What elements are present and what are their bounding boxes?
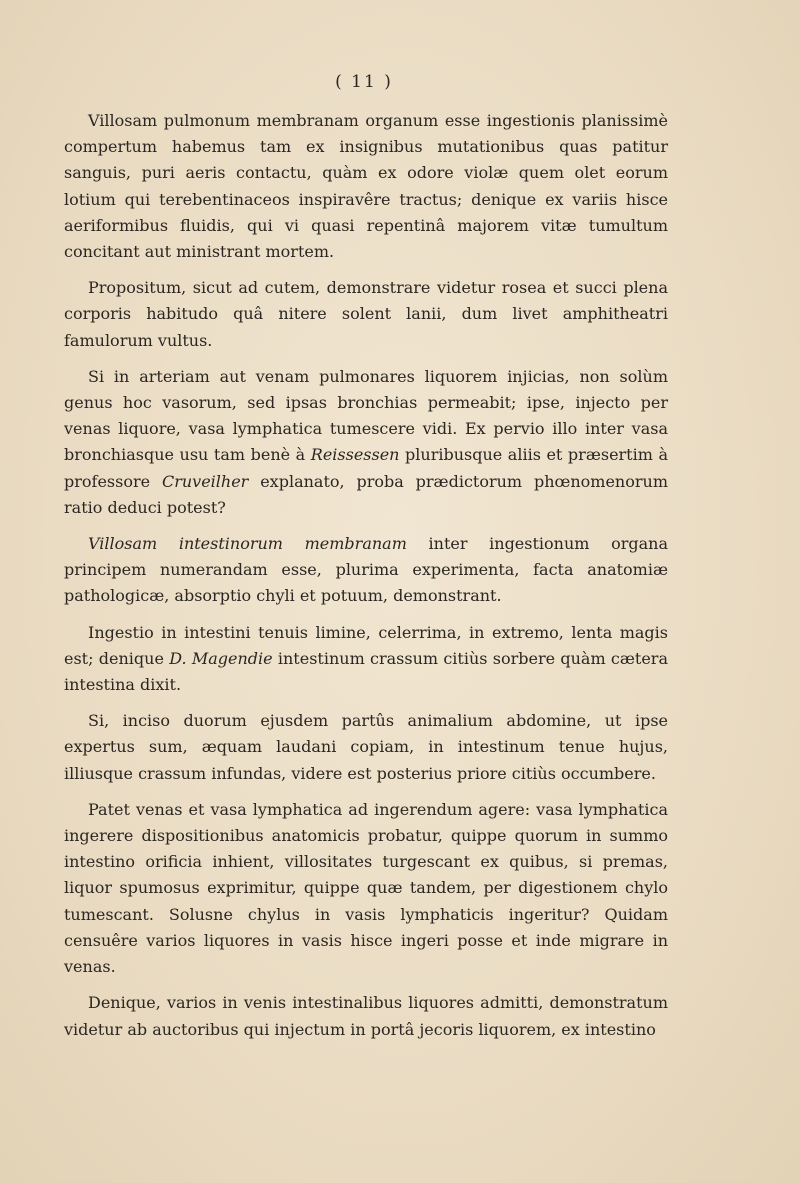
paragraph-villosam-intestinorum bbox=[64, 531, 668, 610]
paragraph-propositum bbox=[64, 275, 668, 354]
text-segment: Patet venas et vasa lymphatica ad ingerendum agere: vasa lymphatica ingerere dispositionibus anatomicis probatur, quippe quorum in summo intestino orificia inhient, villositates turgescant ex quibus, si premas, liquor spumosus exprimitur, quippe quæ tandem, per digestionem chylo tumescant. Solusne chylus in vasis lymphaticis ingeritur? Quidam censuêre varios liquores in vasis hisce ingeri posse et inde migrare in venas. bbox=[64, 799, 668, 977]
text-segment: Denique, varios in venis intestinalibus liquores admitti, demonstratum videtur ab auctoribus qui injectum in portâ jecoris liquorem, ex intestino bbox=[64, 993, 668, 1039]
italic-phrase: Villosam intestinorum membranam bbox=[88, 534, 407, 554]
text-segment: Si in arteriam aut venam pulmonares liquorem injicias, non solùm genus hoc vasorum, sed ipsas bronchias permeabit; ipse, injecto per venas liquore, vasa lymphatica tumescere vidi. Ex pervio illo inter vasa bronchiasque usu tam benè à bbox=[64, 366, 668, 465]
page-number: ( 11 ) bbox=[335, 72, 393, 92]
paragraph-denique bbox=[64, 990, 668, 1042]
text-segment: explanato, proba prædictorum phœnomenorum ratio deduci potest? bbox=[64, 471, 668, 517]
text-segment: Propositum, sicut ad cutem, demonstrare videtur rosea et succi plena corporis habitudo quâ nitere solent lanii, dum livet amphitheatri famulorum vultus. bbox=[64, 278, 668, 350]
italic-name-magendie: D. Magendie bbox=[169, 648, 273, 668]
paragraph-inciso bbox=[64, 708, 668, 787]
body-text bbox=[64, 108, 668, 1053]
text-segment: Villosam pulmonum membranam organum esse ingestionis planissimè compertum habemus tam ex insignibus mutationibus quas patitur sanguis, puri aeris contactu, quàm ex odore violæ quem olet eorum lotium qui terebentinaceos inspiravêre tractus; denique ex variis hisce aeriformibus fluidis, qui vi quasi repentinâ majorem vitæ tumultum concitant aut ministrant mortem. bbox=[64, 111, 668, 262]
paragraph-patet-venas bbox=[64, 797, 668, 980]
paragraph-ingestio bbox=[64, 620, 668, 699]
text-segment: inter ingestionum organa principem numerandam esse, plurima experimenta, facta anatomiæ pathologicæ, absorptio chyli et potuum, demonstrant. bbox=[64, 534, 668, 606]
text-segment: Si, inciso duorum ejusdem partûs animalium abdomine, ut ipse expertus sum, æquam laudani copiam, in intestinum tenue hujus, illiusque crassum infundas, videre est posterius priore citiùs occumbere. bbox=[64, 711, 668, 783]
italic-name-cruveilher: Cruveilher bbox=[161, 471, 249, 491]
italic-name-reissessen: Reissessen bbox=[310, 445, 400, 465]
paragraph-arteriam-venam bbox=[64, 364, 668, 521]
text-segment: intestinum crassum citiùs sorbere quàm cætera intestina dixit. bbox=[64, 648, 668, 695]
text-segment: Ingestio in intestini tenuis limine, celerrima, in extremo, lenta magis est; denique bbox=[64, 622, 668, 668]
paragraph-villosam-pulmonum bbox=[64, 108, 668, 265]
text-segment: pluribusque aliis et præsertim à professore bbox=[64, 445, 668, 491]
